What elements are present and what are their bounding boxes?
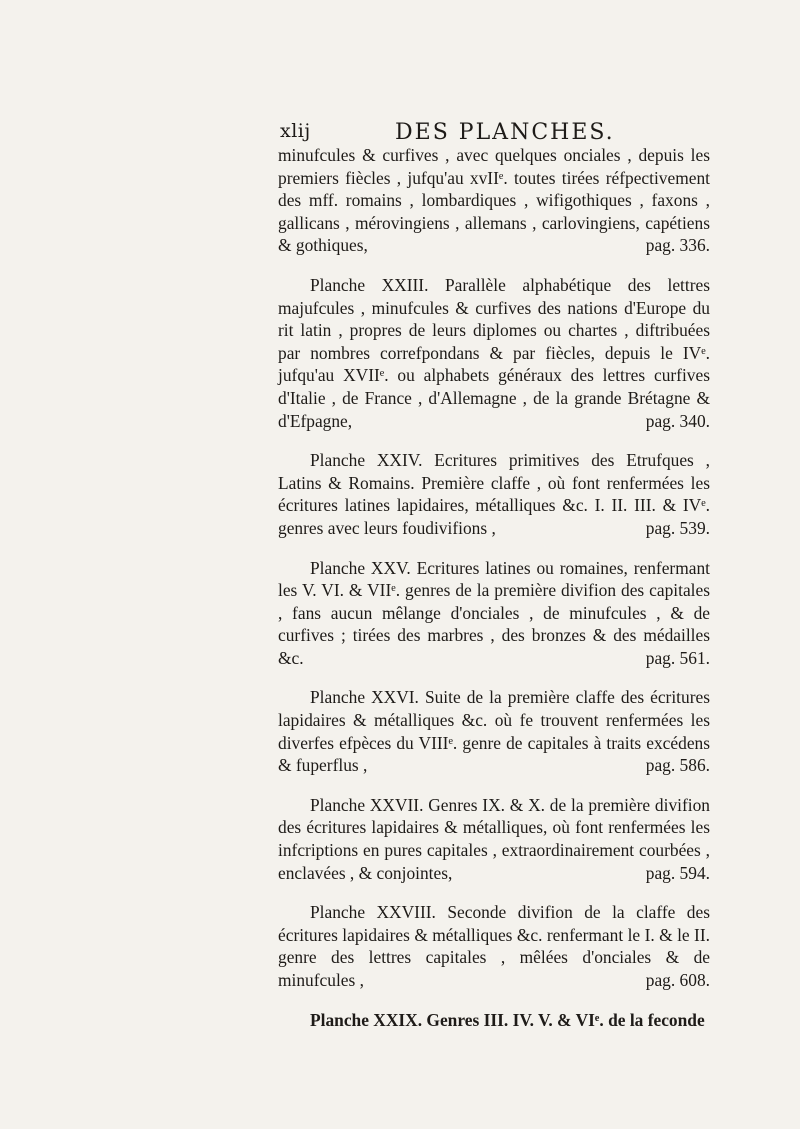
page-reference: pag. 561. (645, 647, 710, 668)
plate-entry-xxvii (278, 794, 710, 884)
plate-entry-xxvi (278, 686, 710, 776)
plate-entry-xxix (278, 1009, 710, 1032)
plate-entry-xxviii (278, 901, 710, 991)
running-title: DES PLANCHES. (395, 120, 615, 145)
entry-text: Planche XXVIII. Seconde divifion de la claffe des écritures lapidaires & métalliques &c. renfermant le I. & le II. genre des lettres capitales , mêlées d'onciales & de minufcules , (278, 902, 710, 990)
entry-text: Planche XXVI. Suite de la première claffe des écritures lapidaires & métalliques &c. où fe trouvent renfermées les diverfes efpèces du VIIIᵉ. genre de capitales à traits excédens & fuperflus , (278, 687, 710, 776)
page-reference: pag. 594. (645, 862, 710, 883)
plate-entry-xxiv (278, 449, 710, 539)
text-body (278, 144, 710, 1031)
plate-entry-xxv (278, 557, 710, 670)
intro-paragraph (278, 144, 710, 257)
page-reference: pag. 539. (645, 517, 710, 538)
page-number: xlij (280, 120, 311, 142)
page-reference: pag. 586. (645, 755, 710, 776)
intro-text: minufcules & curfives , avec quelques onciales , depuis les premiers fiècles , jufqu'au xvIIᵉ. toutes tirées réfpectivement des mff. romains , lombardiques , wifigothiques , faxons , gallicans , mérovingiens , allemans , carlovingiens, capétiens & gothiques, (278, 145, 710, 256)
page-reference: pag. 336. (645, 235, 710, 256)
entry-text: Planche XXIV. Ecritures primitives des Etrufques , Latins & Romains. Première claffe , où font renfermées les écritures latines lapidaires, métalliques &c. I. II. III. & IVᵉ. genres avec leurs foudivifions , (278, 450, 710, 538)
entry-text: Planche XXIX. Genres III. IV. V. & VIᵉ. de la feconde (310, 1009, 705, 1030)
page-reference: pag. 608. (645, 970, 710, 990)
entry-text: Planche XXIII. Parallèle alphabétique des lettres majufcules , minufcules & curfives des nations d'Europe du rit latin , propres de leurs diplomes ou chartes , diftribuées par nombres correfpondans & par fiècles, depuis le IVᵉ. jufqu'au XVIIᵉ. ou alphabets généraux des lettres curfives d'Italie , de France , d'Allemagne , de la grande Brétagne & d'Efpagne, (278, 274, 710, 431)
entry-text: Planche XXVII. Genres IX. & X. de la première divifion des écritures lapidaires & métalliques, où font renfermées les infcriptions en pures capitales , extraordinairement courbées , enclavées , & conjointes, (278, 794, 710, 883)
page-reference: pag. 340. (645, 410, 710, 431)
entry-text: Planche XXV. Ecritures latines ou romaines, renfermant les V. VI. & VIIᵉ. genres de la première divifion des capitales , fans aucun mêlange d'onciales , de minufcules , & de curfives ; tirées des marbres , des bronzes & des médailles &c. (278, 557, 710, 668)
plate-entry-xxiii (278, 274, 710, 432)
